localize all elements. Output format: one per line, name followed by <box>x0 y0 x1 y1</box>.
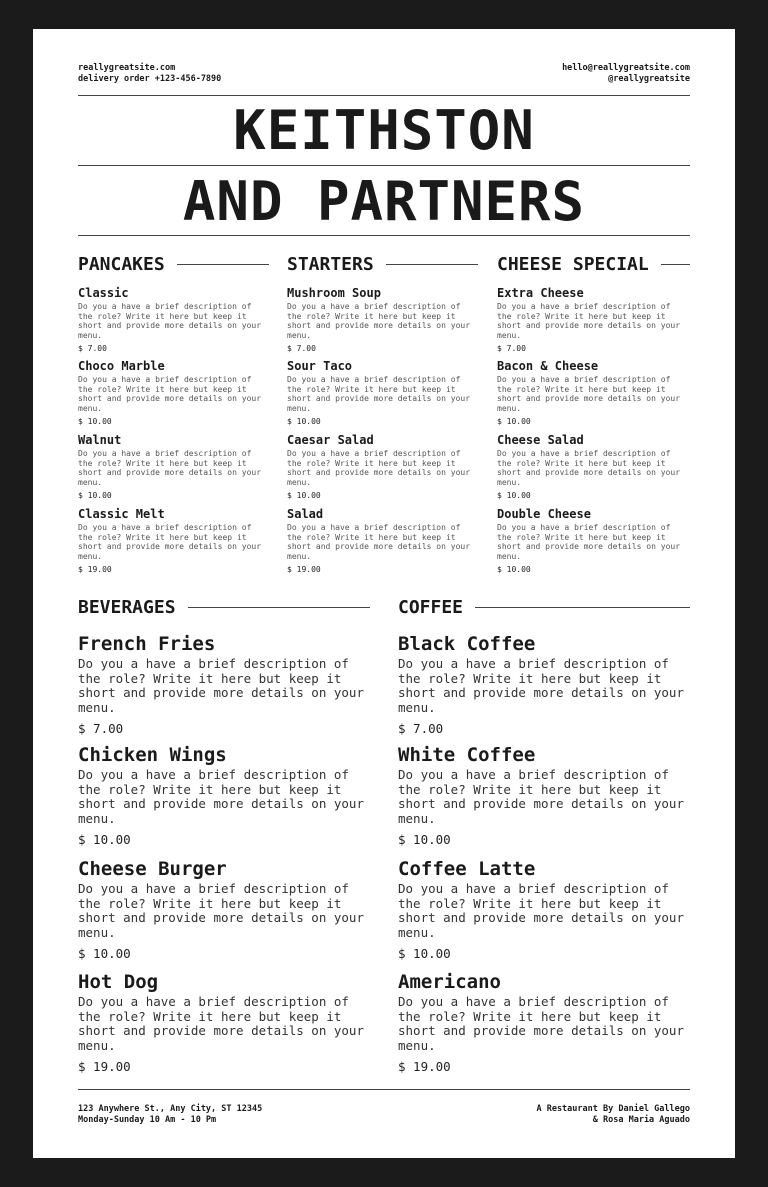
item-price: $ 10.00 <box>78 417 112 427</box>
item-description: Do you a have a brief description of the role? Write it here but keep it short and provide more details on your menu. <box>78 375 262 413</box>
item-description: Do you a have a brief description of the role? Write it here but keep it short and provide more details on your menu. <box>497 523 681 561</box>
divider <box>78 235 690 236</box>
item-description: Do you a have a brief description of the role? Write it here but keep it short and provide more details on your menu. <box>78 881 364 940</box>
item-name: Cheese Salad <box>497 433 584 447</box>
item-name: Hot Dog <box>78 971 159 993</box>
menu-item[interactable] <box>78 286 268 354</box>
item-price: $ 19.00 <box>78 1059 131 1075</box>
item-price: $ 10.00 <box>398 832 451 848</box>
menu-item[interactable] <box>287 433 477 501</box>
item-price: $ 19.00 <box>398 1059 451 1075</box>
heading-rule <box>177 264 269 265</box>
item-description: Do you a have a brief description of the role? Write it here but keep it short and provide more details on your menu. <box>398 767 684 826</box>
header <box>78 63 690 87</box>
item-price: $ 10.00 <box>287 417 321 427</box>
website-link[interactable]: reallygreatsite.com <box>78 63 176 73</box>
item-price: $ 19.00 <box>78 565 112 575</box>
opening-hours: Monday-Sunday 10 Am - 10 Pm <box>78 1114 217 1125</box>
item-price: $ 7.00 <box>78 721 124 737</box>
item-price: $ 10.00 <box>78 491 112 501</box>
item-name: Double Cheese <box>497 507 591 521</box>
item-name: Classic <box>78 286 129 300</box>
section-heading-cheese-special <box>497 254 690 275</box>
address: 123 Anywhere St., Any City, ST 12345 <box>78 1104 263 1114</box>
item-price: $ 10.00 <box>398 946 451 962</box>
item-price: $ 10.00 <box>497 565 531 575</box>
divider <box>78 95 690 96</box>
menu-item[interactable] <box>497 433 689 501</box>
item-description: Do you a have a brief description of the role? Write it here but keep it short and provide more details on your menu. <box>497 375 681 413</box>
item-description: Do you a have a brief description of the role? Write it here but keep it short and provide more details on your menu. <box>287 523 471 561</box>
item-price: $ 7.00 <box>78 344 107 354</box>
menu-item[interactable] <box>398 633 690 736</box>
section-title: COFFEE <box>398 597 464 618</box>
item-name: Coffee Latte <box>398 858 536 880</box>
credit-line-1: A Restaurant By Daniel Gallego <box>536 1104 690 1114</box>
menu-item[interactable] <box>497 359 689 427</box>
heading-rule <box>188 607 370 608</box>
email-link[interactable]: hello@reallygreatsite.com <box>562 63 690 73</box>
section-heading-starters <box>287 254 478 275</box>
item-name: Choco Marble <box>78 359 165 373</box>
section-heading-coffee <box>398 597 690 618</box>
credit-line-2: & Rosa Maria Aguado <box>592 1114 690 1125</box>
section-title: CHEESE SPECIAL <box>497 254 649 275</box>
section-title: PANCAKES <box>78 254 165 275</box>
menu-item[interactable] <box>287 507 477 575</box>
menu-item[interactable] <box>78 744 370 847</box>
item-price: $ 7.00 <box>497 344 526 354</box>
section-title: STARTERS <box>287 254 374 275</box>
item-price: $ 10.00 <box>497 417 531 427</box>
menu-item[interactable] <box>398 744 690 847</box>
item-description: Do you a have a brief description of the role? Write it here but keep it short and provide more details on your menu. <box>287 302 471 340</box>
heading-rule <box>475 607 690 608</box>
item-price: $ 10.00 <box>78 946 131 962</box>
item-description: Do you a have a brief description of the role? Write it here but keep it short and provide more details on your menu. <box>78 523 262 561</box>
header-left <box>78 63 221 85</box>
menu-item[interactable] <box>78 433 268 501</box>
item-name: French Fries <box>78 633 216 655</box>
item-price: $ 19.00 <box>287 565 321 575</box>
menu-item[interactable] <box>287 286 477 354</box>
item-description: Do you a have a brief description of the role? Write it here but keep it short and provide more details on your menu. <box>497 302 681 340</box>
item-name: Extra Cheese <box>497 286 584 300</box>
footer-address-block <box>78 1104 262 1125</box>
item-price: $ 10.00 <box>287 491 321 501</box>
item-name: Salad <box>287 507 324 521</box>
menu-item[interactable] <box>78 633 370 736</box>
menu-item[interactable] <box>398 858 690 961</box>
item-description: Do you a have a brief description of the role? Write it here but keep it short and provide more details on your menu. <box>497 449 681 487</box>
item-name: Mushroom Soup <box>287 286 381 300</box>
section-title: BEVERAGES <box>78 597 176 618</box>
menu-item[interactable] <box>78 359 268 427</box>
item-description: Do you a have a brief description of the role? Write it here but keep it short and provide more details on your menu. <box>78 656 364 715</box>
menu-item[interactable] <box>497 507 689 575</box>
title-line-2: AND PARTNERS <box>182 170 586 233</box>
heading-rule <box>386 264 478 265</box>
item-price: $ 10.00 <box>78 832 131 848</box>
menu-item[interactable] <box>287 359 477 427</box>
item-name: Classic Melt <box>78 507 165 521</box>
divider <box>78 165 690 166</box>
item-name: Walnut <box>78 433 122 447</box>
footer-credit-block <box>536 1104 690 1125</box>
item-description: Do you a have a brief description of the role? Write it here but keep it short and provide more details on your menu. <box>287 375 471 413</box>
item-name: Cheese Burger <box>78 858 227 880</box>
item-name: Sour Taco <box>287 359 353 373</box>
item-description: Do you a have a brief description of the role? Write it here but keep it short and provide more details on your menu. <box>398 656 684 715</box>
menu-item[interactable] <box>398 971 690 1074</box>
section-heading-pancakes <box>78 254 269 275</box>
header-right <box>562 63 690 85</box>
item-name: Caesar Salad <box>287 433 374 447</box>
item-description: Do you a have a brief description of the role? Write it here but keep it short and provide more details on your menu. <box>78 767 364 826</box>
item-name: Black Coffee <box>398 633 536 655</box>
item-description: Do you a have a brief description of the role? Write it here but keep it short and provide more details on your menu. <box>78 302 262 340</box>
menu-item[interactable] <box>78 858 370 961</box>
divider <box>78 1089 690 1090</box>
menu-page <box>33 29 735 1158</box>
section-heading-beverages <box>78 597 370 618</box>
heading-rule <box>661 264 690 265</box>
item-name: Americano <box>398 971 501 993</box>
item-price: $ 10.00 <box>497 491 531 501</box>
item-name: Chicken Wings <box>78 744 227 766</box>
social-handle: @reallygreatsite <box>608 74 690 84</box>
item-description: Do you a have a brief description of the role? Write it here but keep it short and provide more details on your menu. <box>287 449 471 487</box>
item-description: Do you a have a brief description of the role? Write it here but keep it short and provide more details on your menu. <box>78 449 262 487</box>
item-description: Do you a have a brief description of the role? Write it here but keep it short and provide more details on your menu. <box>398 994 684 1053</box>
item-price: $ 7.00 <box>287 344 316 354</box>
title-line-1: KEITHSTON <box>233 99 535 162</box>
menu-item[interactable] <box>497 286 689 354</box>
item-name: White Coffee <box>398 744 536 766</box>
item-description: Do you a have a brief description of the role? Write it here but keep it short and provide more details on your menu. <box>398 881 684 940</box>
menu-item[interactable] <box>78 507 268 575</box>
delivery-phone: delivery order +123-456-7890 <box>78 74 222 84</box>
menu-item[interactable] <box>78 971 370 1074</box>
item-price: $ 7.00 <box>398 721 444 737</box>
item-description: Do you a have a brief description of the role? Write it here but keep it short and provide more details on your menu. <box>78 994 364 1053</box>
item-name: Bacon & Cheese <box>497 359 599 373</box>
